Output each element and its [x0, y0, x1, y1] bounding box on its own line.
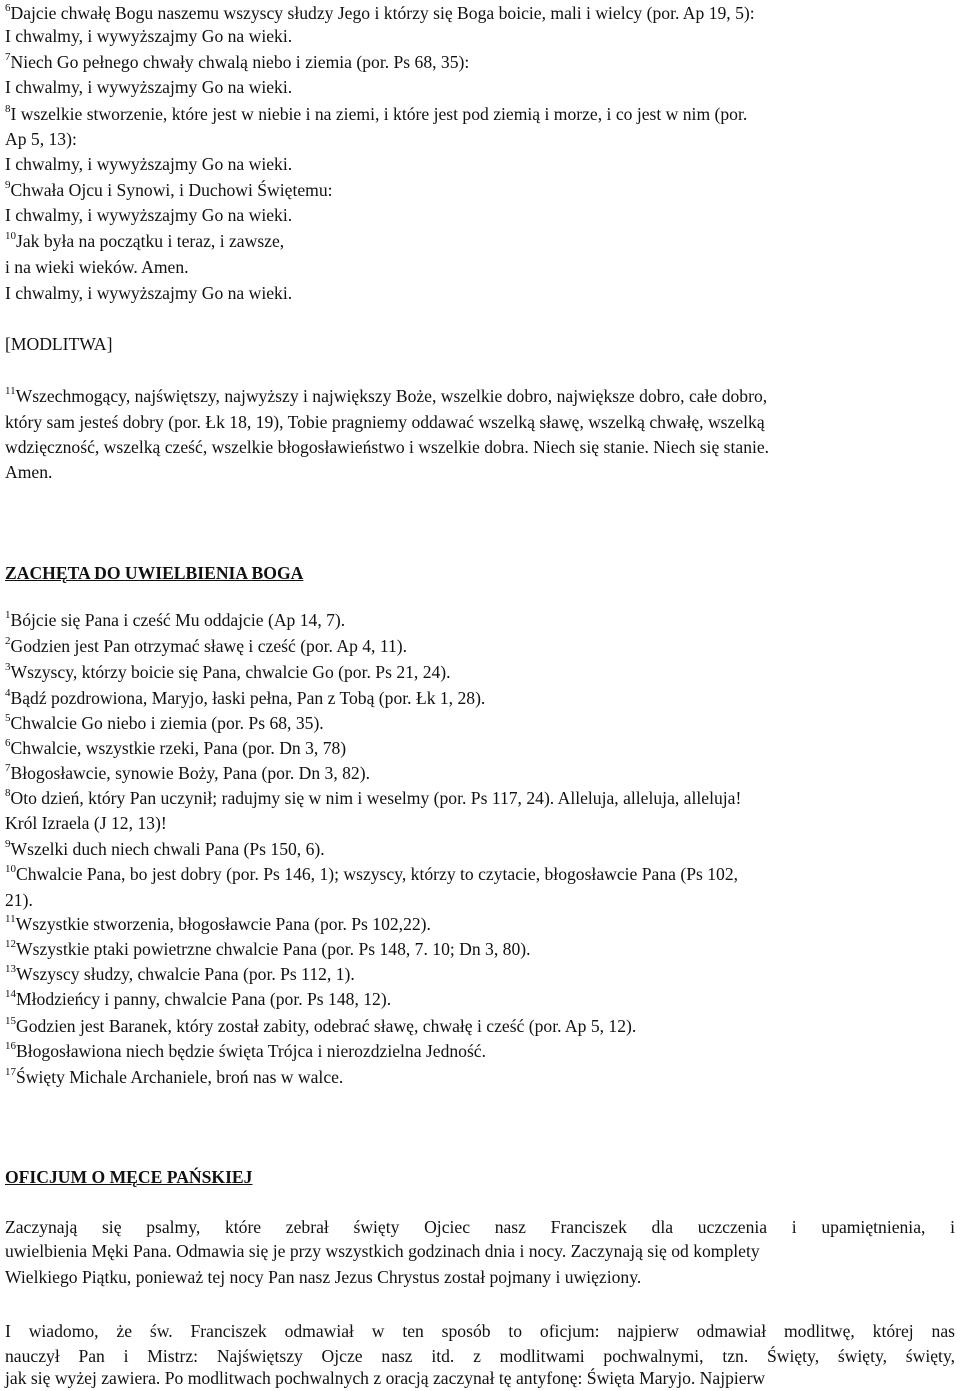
oficjum-paragraph-1-line-3: Wielkiego Piątku, ponieważ tej nocy Pan nasz Jezus Chrystus został pojmany i uwięziony. — [5, 1267, 642, 1287]
oficjum-paragraph-1-line-2: uwielbienia Męki Pana. Odmawia się je przy wszystkich godzinach dnia i nocy. Zaczynają się od komplety — [5, 1241, 760, 1261]
verse-7 — [5, 51, 469, 74]
verse-text: I wszelkie stworzenie, które jest w niebie i na ziemi, i które jest pod ziemią i morze, i co jest w nim (por. — [10, 104, 748, 124]
oficjum-heading: OFICJUM O MĘCE PAŃSKIEJ — [5, 1167, 253, 1187]
verse-number: 6 — [5, 2, 11, 15]
verse-text: Dajcie chwałę Bogu naszemu wszyscy słudzy Jego i którzy się Boga boicie, mali i wielcy (por. Ap 19, 5): — [10, 3, 755, 23]
zacheta-heading: ZACHĘTA DO UWIELBIENIA BOGA — [5, 563, 304, 583]
zacheta-line — [5, 1015, 636, 1038]
verse-6 — [5, 2, 755, 25]
zacheta-line — [5, 863, 738, 886]
verse-number: 9 — [5, 179, 11, 192]
verse-number: 15 — [5, 1015, 16, 1028]
verse-number: 4 — [5, 687, 11, 700]
zacheta-text: Młodzieńcy i panny, chwalcie Pana (por. Ps 148, 12). — [16, 989, 392, 1009]
zacheta-text: Godzien jest Pan otrzymać sławę i cześć (por. Ap 4, 11). — [10, 636, 408, 656]
zacheta-text: Chwalcie Pana, bo jest dobry (por. Ps 146, 1); wszyscy, którzy to czytacie, błogosławcie Pana (Ps 102, — [16, 864, 739, 884]
zacheta-text: Błogosławiona niech będzie święta Trójca i nierozdzielna Jedność. — [16, 1041, 487, 1061]
verse-number: 11 — [5, 385, 16, 398]
refrain: I chwalmy, i wywyższajmy Go na wieki. — [5, 283, 293, 303]
zacheta-line — [5, 762, 370, 785]
verse-number: 8 — [5, 103, 11, 116]
modlitwa-line-3: wdzięczność, wszelką cześć, wszelkie błogosławieństwo i wszelkie dobra. Niech się stanie. Niech się stanie. — [5, 437, 770, 457]
zacheta-line — [5, 687, 485, 710]
zacheta-line — [5, 635, 407, 658]
zacheta-line — [5, 812, 167, 835]
zacheta-text: Wszelki duch niech chwali Pana (Ps 150, 6). — [10, 839, 325, 859]
zacheta-line — [5, 609, 345, 632]
oficjum-paragraph-2-line-2: nauczył Pan i Mistrz: Najświętszy Ojcze nasz itd. z modlitwami pochwalnymi, tzn. Święty, święty, święty, — [5, 1346, 955, 1366]
verse-number: 10 — [5, 230, 16, 243]
zacheta-line — [5, 889, 33, 912]
zacheta-text: Święty Michale Archaniele, broń nas w walce. — [16, 1067, 344, 1087]
modlitwa-line-4: Amen. — [5, 462, 53, 482]
modlitwa-text: Wszechmogący, najświętszy, najwyższy i największy Boże, wszelkie dobro, największe dobro, całe dobro, — [15, 386, 768, 406]
verse-text: Niech Go pełnego chwały chwalą niebo i ziemia (por. Ps 68, 35): — [10, 52, 470, 72]
verse-number: 6 — [5, 737, 11, 750]
modlitwa-line-2: który sam jesteś dobry (por. Łk 18, 19), Tobie pragniemy oddawać wszelką sławę, wszelką chwałę, wszelką — [5, 412, 765, 432]
verse-number: 7 — [5, 762, 11, 775]
zacheta-line — [5, 712, 324, 735]
verse-number: 7 — [5, 51, 11, 64]
oficjum-paragraph-1-line-1: Zaczynają się psalmy, które zebrał święty Ojciec nasz Franciszek dla uczczenia i upamiętnienia, i — [5, 1217, 955, 1237]
oficjum-paragraph-2-line-1: I wiadomo, że św. Franciszek odmawiał w ten sposób to oficjum: najpierw odmawiał modlitwę, której nas — [5, 1321, 955, 1341]
zacheta-text: Chwalcie, wszystkie rzeki, Pana (por. Dn 3, 78) — [10, 738, 347, 758]
oficjum-paragraph-2-line-3: jak się wyżej zawiera. Po modlitwach pochwalnych z oracją zaczynał tę antyfonę: Święta Maryjo. Najpierw — [5, 1368, 766, 1388]
refrain: I chwalmy, i wywyższajmy Go na wieki. — [5, 205, 293, 225]
verse-text: Jak była na początku i teraz, i zawsze, — [16, 231, 285, 251]
refrain: I chwalmy, i wywyższajmy Go na wieki. — [5, 77, 293, 97]
zacheta-line — [5, 737, 346, 760]
verse-number: 17 — [5, 1066, 16, 1079]
zacheta-text: Bójcie się Pana i cześć Mu oddajcie (Ap 14, 7). — [10, 610, 346, 630]
verse-number: 8 — [5, 787, 11, 800]
verse-9 — [5, 179, 333, 202]
zacheta-line — [5, 787, 741, 810]
zacheta-line — [5, 838, 325, 861]
zacheta-line — [5, 963, 355, 986]
zacheta-text: Oto dzień, który Pan uczynił; radujmy się w nim i weselmy (por. Ps 117, 24). Alleluja, alleluja, alleluja! — [10, 788, 742, 808]
verse-number: 16 — [5, 1040, 16, 1053]
zacheta-line — [5, 938, 531, 961]
zacheta-text: Wszystkie ptaki powietrzne chwalcie Pana (por. Ps 148, 7. 10; Dn 3, 80). — [16, 939, 531, 959]
zacheta-text: Wszyscy, którzy boicie się Pana, chwalcie Go (por. Ps 21, 24). — [10, 662, 451, 682]
verse-number: 12 — [5, 938, 16, 951]
verse-number: 14 — [5, 988, 16, 1001]
zacheta-text: Błogosławcie, synowie Boży, Pana (por. Dn 3, 82). — [10, 763, 370, 783]
verse-number: 11 — [5, 913, 16, 926]
zacheta-line — [5, 1066, 343, 1089]
verse-10-cont: i na wieki wieków. Amen. — [5, 257, 189, 277]
verse-8 — [5, 103, 747, 126]
verse-10 — [5, 230, 284, 253]
modlitwa-heading: [MODLITWA] — [5, 334, 113, 354]
modlitwa-line-1 — [5, 385, 767, 408]
zacheta-line — [5, 661, 451, 684]
refrain: I chwalmy, i wywyższajmy Go na wieki. — [5, 26, 293, 46]
verse-number: 1 — [5, 609, 11, 622]
zacheta-text: 21). — [5, 890, 33, 910]
zacheta-text: Bądź pozdrowiona, Maryjo, łaski pełna, Pan z Tobą (por. Łk 1, 28). — [10, 688, 486, 708]
zacheta-line — [5, 988, 391, 1011]
verse-number: 10 — [5, 863, 16, 876]
zacheta-text: Król Izraela (J 12, 13)! — [5, 813, 167, 833]
verse-number: 13 — [5, 963, 16, 976]
verse-8-cont: Ap 5, 13): — [5, 129, 77, 149]
zacheta-text: Chwalcie Go niebo i ziemia (por. Ps 68, 35). — [10, 713, 324, 733]
zacheta-text: Godzien jest Baranek, który został zabity, odebrać sławę, chwałę i cześć (por. Ap 5, 12). — [16, 1016, 637, 1036]
zacheta-text: Wszyscy słudzy, chwalcie Pana (por. Ps 112, 1). — [16, 964, 355, 984]
verse-number: 9 — [5, 838, 11, 851]
zacheta-line — [5, 913, 431, 936]
verse-number: 2 — [5, 635, 11, 648]
zacheta-text: Wszystkie stworzenia, błogosławcie Pana (por. Ps 102,22). — [15, 914, 431, 934]
verse-number: 3 — [5, 661, 11, 674]
refrain: I chwalmy, i wywyższajmy Go na wieki. — [5, 154, 293, 174]
verse-number: 5 — [5, 712, 11, 725]
zacheta-line — [5, 1040, 486, 1063]
verse-text: Chwała Ojcu i Synowi, i Duchowi Świętemu: — [10, 180, 333, 200]
